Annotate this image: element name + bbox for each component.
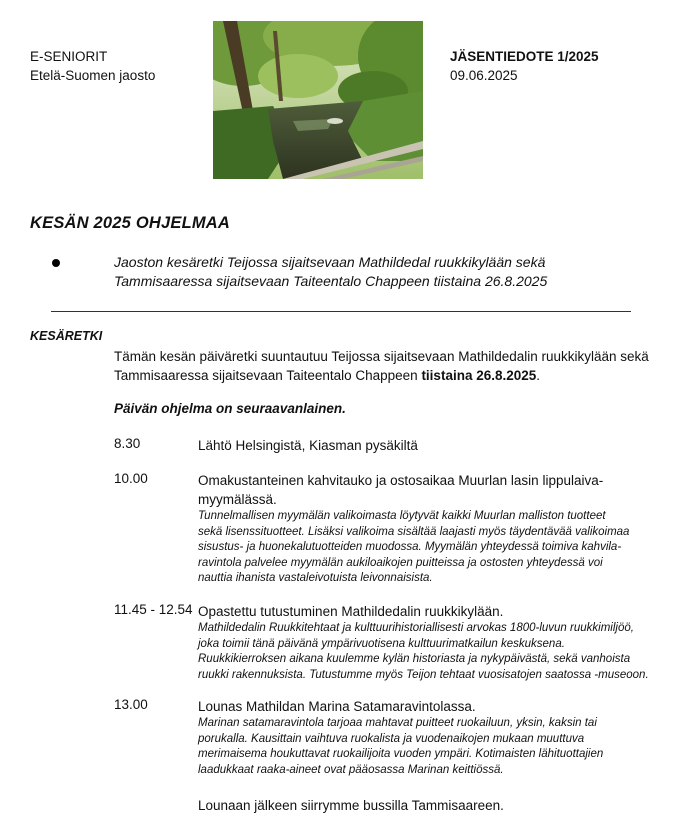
desc-line: ruukki rakennuksista. Tutustumme myös Teijon tehtaat vuosisatojen saatossa -museoon. — [198, 668, 649, 681]
schedule-item — [198, 602, 649, 683]
schedule-title: Lounas Mathildan Marina Satamaravintolassa. — [198, 699, 476, 714]
desc-line: ravintola palvelee myymälän aukiloaikojen puitteissa ja ostosten yhteydessä voi — [198, 556, 603, 569]
schedule-time: 13.00 — [114, 697, 148, 712]
bullet-line: Jaoston kesäretki Teijossa sijaitsevaan Mathildedal ruukkikylään sekä — [114, 254, 546, 270]
river-landscape-image — [213, 21, 423, 179]
newsletter-date: 09.06.2025 — [450, 68, 518, 83]
program-title: KESÄN 2025 OHJELMAA — [30, 214, 231, 232]
schedule-time: 10.00 — [114, 471, 148, 486]
desc-line: laadukkaat raaka-aineet ovat pääosassa Marinan keittiössä. — [198, 763, 504, 776]
schedule-title: Opastettu tutustuminen Mathildedalin ruukkikylään. — [198, 604, 504, 619]
org-section: Etelä-Suomen jaosto — [30, 68, 156, 83]
desc-line: nauttia ihanista vastaleivotuista leivonnaisista. — [198, 572, 433, 584]
schedule-title: Lähtö Helsingistä, Kiasman pysäkiltä — [198, 438, 418, 453]
desc-line: porukalla. Kausittain vaihtuva ruokalista ja vuodenaikojen mukaan muuttuva — [198, 732, 585, 745]
schedule-item — [198, 697, 603, 778]
section-heading: KESÄRETKI — [30, 329, 103, 343]
header-photo — [213, 21, 423, 179]
after-lunch-note: Lounaan jälkeen siirrymme bussilla Tammisaareen. — [198, 798, 504, 813]
intro-line: Tämän kesän päiväretki suuntautuu Teijossa sijaitsevaan Mathildedalin ruukkikylään sekä — [114, 349, 649, 364]
desc-line: Tunnelmallisen myymälän valikoimasta löytyvät kaikki Muurlan malliston tuotteet — [198, 510, 606, 522]
bullet-icon — [52, 259, 60, 267]
bullet-line: Tammisaaressa sijaitsevaan Taiteentalo Chappeen tiistaina 26.8.2025 — [114, 273, 548, 289]
schedule-item — [198, 436, 418, 455]
trip-date: tiistaina 26.8.2025 — [421, 368, 537, 383]
schedule-title: myymälässä. — [198, 492, 277, 507]
trip-intro — [114, 347, 649, 385]
desc-line: Mathildedalin Ruukkitehtaat ja kulttuurihistoriallisesti arvokas 1800-luvun ruukkimiljöö, — [198, 622, 634, 634]
divider — [51, 311, 631, 312]
desc-line: merimaisema houkuttavat ruokailijoita vuoden ympäri. Kotimaisten lähituottajien — [198, 748, 604, 760]
schedule-time: 8.30 — [114, 436, 141, 451]
schedule-item — [198, 471, 629, 587]
org-name: E-SENIORIT — [30, 49, 108, 64]
schedule-title: Omakustanteinen kahvitauko ja ostosaikaa Muurlan lasin lippulaiva- — [198, 473, 604, 488]
intro-period: . — [536, 368, 541, 383]
intro-text: Tammisaaressa sijaitsevaan Taiteentalo Chappeen — [114, 368, 422, 383]
schedule-time: 11.45 - 12.54 — [114, 602, 193, 617]
desc-line: sisustus- ja huonekalutuotteiden muodossa. Myymälän yhteydessä toimiva kahvila- — [198, 541, 622, 553]
schedule-heading: Päivän ohjelma on seuraavanlainen. — [114, 401, 346, 416]
program-bullet-text — [114, 253, 547, 291]
schedule-description — [198, 509, 629, 587]
newsletter-title: JÄSENTIEDOTE 1/2025 — [450, 49, 599, 64]
desc-line: joka toimii tänä päivänä ympärivuotisena kulttuurimatkailun keskuksena. — [198, 637, 565, 650]
desc-line: sekä lisenssituotteet. Lisäksi valikoima sisältää laajasti myös täydentävää valikoimaa — [198, 525, 630, 538]
desc-line: Ruukkikierroksen aikana kuulemme kylän historiasta ja nykypäivästä, sekä vanhoista — [198, 653, 631, 665]
desc-line: Marinan satamaravintola tarjoaa mahtavat puitteet ruokailuun, yksin, kaksin tai — [198, 717, 597, 729]
schedule-description — [198, 621, 649, 683]
intro-line — [114, 366, 649, 385]
schedule-description — [198, 716, 603, 778]
